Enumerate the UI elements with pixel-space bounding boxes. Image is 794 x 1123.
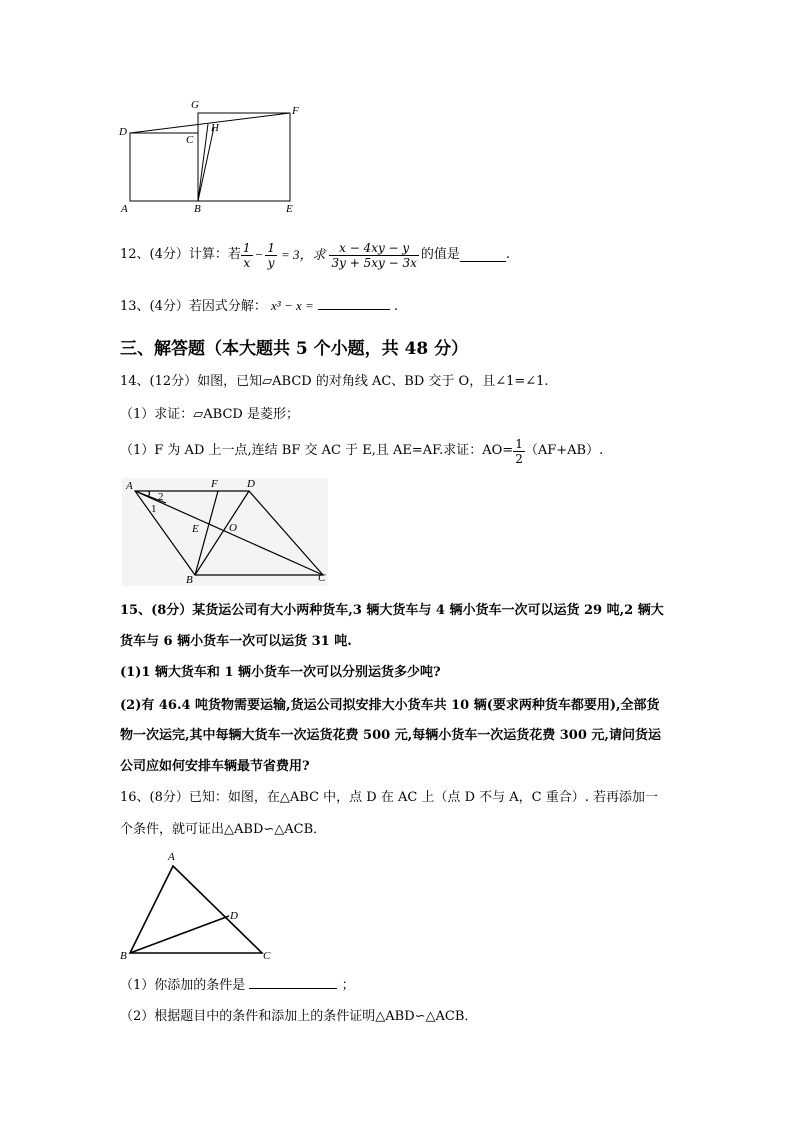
q14-part-2-end: （AF+AB）. (524, 443, 604, 458)
q15-line-3: (1)1 辆大货车和 1 辆小货车一次可以分别运货多少吨? (120, 665, 441, 680)
q12-equals: = 3，求 (280, 247, 326, 262)
q15-line-6: 公司应如何安排车辆最节省费用? (120, 759, 310, 774)
q16-part-1 (120, 976, 355, 995)
q12-big-fraction: $\frac{x - 4xy - y}{3y + 5xy - 3x}$ (331, 240, 417, 270)
section-3-heading: 三、解答题（本大题共 5 个小题，共 48 分） (120, 339, 469, 359)
angle-label-1: 1 (151, 503, 157, 515)
label-F: F (211, 478, 218, 490)
q14-part-1: （1）求证：▱ABCD 是菱形； (120, 407, 299, 422)
q12-fraction-1: $\frac{1}{x}$ (242, 240, 251, 270)
label-G: G (191, 99, 199, 111)
label-C: C (186, 134, 194, 146)
q15-line-1: 15、(8分）某货运公司有大小两种货车,3 辆大货车与 4 辆小货车一次可以运货 29 吨,2 辆大 (120, 603, 664, 618)
q12-prefix: 12、(4分）计算：若 (120, 247, 241, 262)
label-D: D (119, 126, 127, 138)
q15-line-2: 货车与 6 辆小货车一次可以运货 31 吨. (120, 634, 352, 649)
q16-line-1: 16、(8分）已知：如图，在△ABC 中，点 D 在 AC 上（点 D 不与 A，C 重合）. 若再添加一 (120, 790, 658, 805)
q16-answer-blank (249, 976, 337, 989)
label-D: D (247, 478, 255, 490)
label-E: E (286, 203, 293, 215)
q14-half-fraction: $\frac{1}{2}$ (515, 436, 523, 466)
q13-expression: x³ − x = (271, 298, 314, 313)
label-E: E (192, 523, 199, 535)
q14-part-2-text: （1）F 为 AD 上一点,连结 BF 交 AC 于 E,且 AE=AF.求证：AO= (120, 443, 514, 458)
label-B: B (194, 203, 201, 215)
q12-suffix: 的值是 (420, 247, 460, 262)
label-H: H (211, 122, 219, 134)
label-D: D (230, 910, 238, 922)
q16-line-2: 个条件，就可证出△ABD∽△ACB． (120, 822, 327, 837)
q15-line-5: 物一次运完,其中每辆大货车一次运货花费 500 元,每辆小货车一次运货花费 300 元,请问货运 (120, 728, 661, 743)
label-B: B (120, 950, 127, 962)
q14-line-1: 14、(12分）如图，已知▱ABCD 的对角线 AC、BD 交于 O，且∠1=∠1. (120, 374, 549, 389)
label-A: A (126, 480, 133, 492)
q13-end: . (394, 299, 399, 314)
label-F: F (292, 105, 299, 117)
label-C: C (318, 572, 326, 584)
label-B: B (186, 574, 193, 586)
label-O: O (229, 522, 237, 534)
q12-end: . (505, 247, 511, 262)
q12-minus: − (254, 247, 264, 262)
q16-part-2: （2）根据题目中的条件和添加上的条件证明△ABD∽△ACB． (120, 1009, 478, 1024)
q16-part-1-end: ； (341, 978, 355, 993)
q15-line-4: (2)有 46.4 吨货物需要运输,货运公司拟安排大小货车共 10 辆(要求两种货车都要用),全部货 (120, 698, 660, 713)
q16-part-1-text: （1）你添加的条件是 (120, 978, 246, 993)
label-A: A (121, 203, 128, 215)
q12-fraction-2: $\frac{1}{y}$ (267, 240, 275, 270)
label-C: C (263, 950, 271, 962)
angle-label-2: 2 (158, 491, 164, 503)
q13-prefix: 13、(4分）若因式分解： (120, 299, 267, 314)
label-A: A (168, 851, 175, 863)
